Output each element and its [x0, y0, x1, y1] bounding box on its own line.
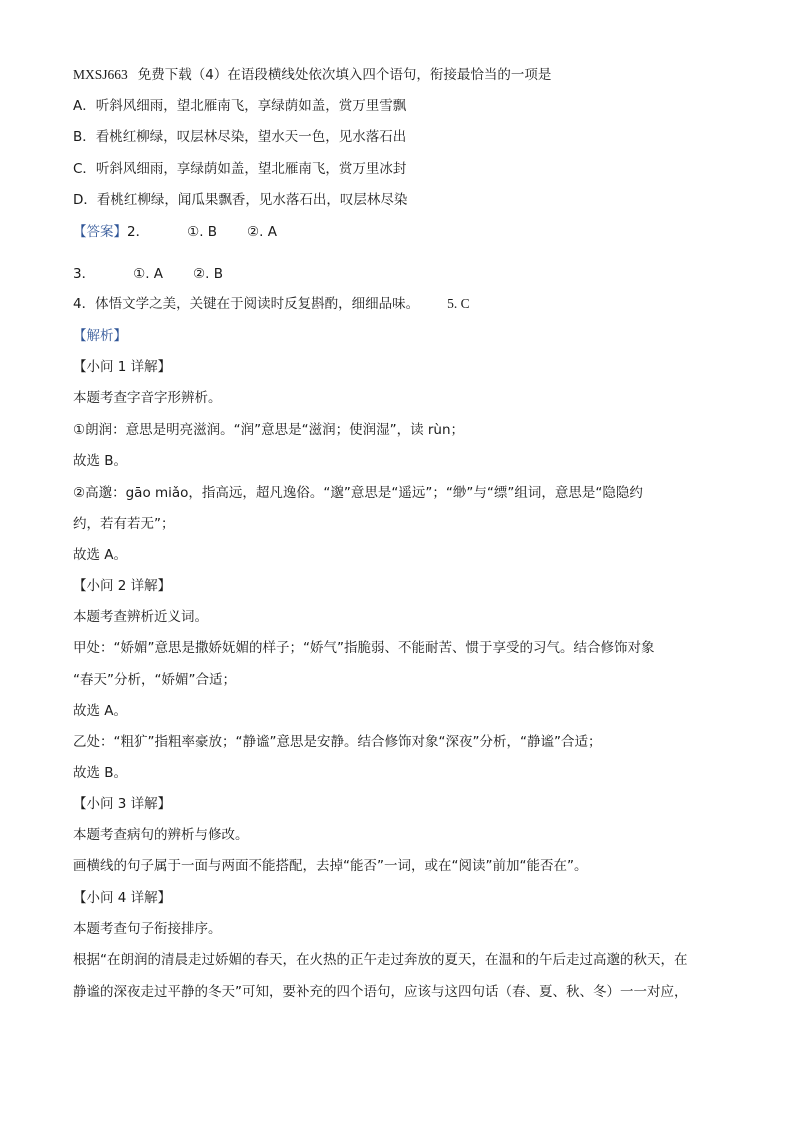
answer-q2-number: 2．	[127, 224, 150, 240]
analysis-line: 本题考查句子衔接排序。	[73, 921, 222, 937]
analysis-line: 本题考查字音字形辨析。	[73, 390, 222, 406]
analysis-line: 故选 B。	[73, 765, 128, 781]
answer-row-3	[73, 264, 223, 284]
analysis-line: ②高邈：gāo miǎo，指高远，超凡逸俗。“邈”意思是“遥远”；“缈”与“缥”组词，意思是“隐隐约	[73, 485, 643, 501]
analysis-line: 乙处：“粗犷”指粗率豪放；“静谧”意思是安静。结合修饰对象“深夜”分析，“静谧”合适；	[73, 734, 602, 750]
answer-row-2	[73, 222, 277, 242]
analysis-line: 【小问 1 详解】	[73, 359, 172, 375]
analysis-line: 根据“在朗润的清晨走过娇媚的春天，在火热的正午走过奔放的夏天，在温和的午后走过高邈的秋天，在	[73, 952, 688, 968]
analysis-label: 【解析】	[73, 328, 127, 344]
analysis-line: 本题考查辨析近义词。	[73, 609, 208, 625]
answer-q3-a: ①. A	[133, 266, 164, 282]
stem-text: 免费下载（4）在语段横线处依次填入四个语句，衔接最恰当的一项是	[137, 67, 552, 83]
analysis-line: ①朗润：意思是明亮滋润。“润”意思是“滋润；使润湿”，读 rùn；	[73, 422, 465, 438]
analysis-line: 【小问 4 详解】	[73, 890, 172, 906]
answer-q3-b: ②. B	[193, 266, 223, 282]
analysis-line: 故选 A。	[73, 547, 128, 563]
analysis-line: 【小问 2 详解】	[73, 578, 172, 594]
analysis-line: 画横线的句子属于一面与两面不能搭配，去掉“能否”一词，或在“阅读”前加“能否在”。	[73, 858, 588, 874]
stem-code: MXSJ663	[73, 67, 128, 82]
option-d: D．看桃红柳绿，闻瓜果飘香，见水落石出，叹层林尽染	[73, 192, 408, 208]
analysis-line: 故选 B。	[73, 453, 128, 469]
answer-row-4	[73, 294, 470, 314]
analysis-line: 约，若有若无”；	[73, 516, 175, 532]
answer-q5: 5. C	[447, 296, 470, 311]
option-c: C．听斜风细雨，享绿荫如盖，望北雁南飞，赏万里冰封	[73, 161, 407, 177]
answer-q4: 4．体悟文学之美，关键在于阅读时反复斟酌，细细品味。	[73, 296, 420, 312]
answer-q2-a: ①. B	[187, 224, 218, 240]
question-stem	[73, 65, 551, 85]
option-a: A．听斜风细雨，望北雁南飞，享绿荫如盖，赏万里雪飘	[73, 98, 407, 114]
analysis-line: 本题考查病句的辨析与修改。	[73, 827, 249, 843]
analysis-line: 【小问 3 详解】	[73, 796, 172, 812]
answer-q2-b: ②. A	[247, 224, 277, 240]
analysis-line: 静谧的深夜走过平静的冬天”可知，要补充的四个语句，应该与这四句话（春、夏、秋、冬）一一对应，	[73, 984, 688, 1000]
answer-q3-number: 3．	[73, 266, 96, 282]
analysis-line: “春天”分析，“娇媚”合适；	[73, 672, 236, 688]
answer-label: 【答案】	[73, 224, 127, 240]
option-b: B．看桃红柳绿，叹层林尽染，望水天一色，见水落石出	[73, 129, 407, 145]
analysis-line: 故选 A。	[73, 703, 128, 719]
analysis-line: 甲处：“娇媚”意思是撒娇妩媚的样子；“娇气”指脆弱、不能耐苦、惯于享受的习气。结合修饰对象	[73, 640, 655, 656]
